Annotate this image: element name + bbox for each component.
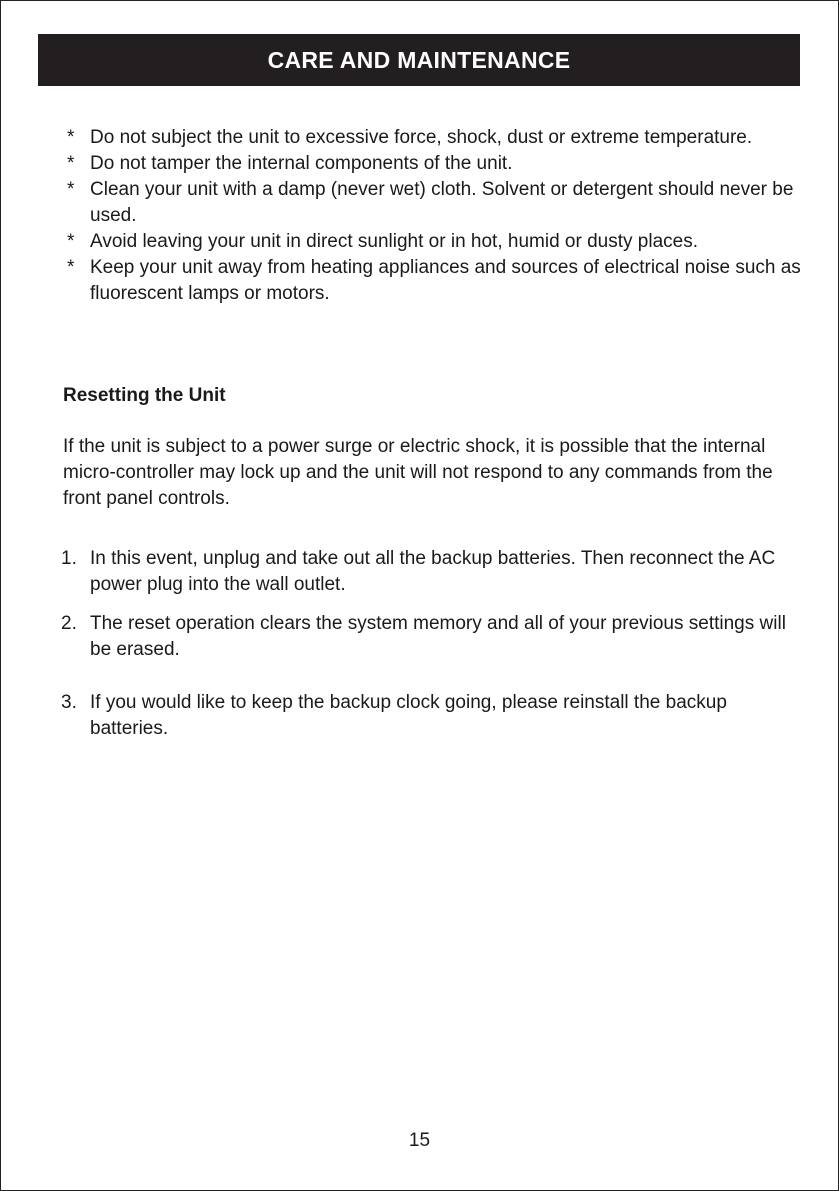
page-number: 15 [408,1130,431,1151]
step-number: 2. [61,613,77,634]
care-list-item [65,151,805,177]
step-text: If you would like to keep the backup clock going, please reinstall the backup batteries. [90,692,727,739]
reset-step-item [61,611,801,663]
reset-step [61,546,801,598]
care-list-item-text: Do not tamper the internal components of the unit. [90,153,513,174]
resetting-heading: Resetting the Unit [63,385,226,406]
reset-step-item [61,546,801,598]
resetting-intro: If the unit is subject to a power surge or electric shock, it is possible that the internal micro-controller may lock up and the unit will not respond to any commands from the front panel controls. [63,436,773,509]
bullet-star: * [67,231,75,252]
care-list-item [65,229,805,255]
bullet-star: * [67,127,75,148]
care-list-item [65,177,805,229]
step-text: The reset operation clears the system memory and all of your previous settings will be erased. [90,613,786,660]
section-header-title: CARE AND MAINTENANCE [267,46,571,73]
reset-step [61,690,801,742]
step-number: 1. [61,548,77,569]
care-list-item [65,255,805,307]
care-list-item [65,125,805,151]
bullet-star: * [67,179,75,200]
section-header [38,34,800,86]
care-list-item-text: Keep your unit away from heating appliances and sources of electrical noise such as fluorescent lamps or motors. [90,257,801,304]
step-text: In this event, unplug and take out all the backup batteries. Then reconnect the AC power plug into the wall outlet. [90,548,776,595]
reset-step [61,611,801,663]
care-list-item-text: Avoid leaving your unit in direct sunlight or in hot, humid or dusty places. [90,231,698,252]
step-number: 3. [61,692,77,713]
reset-step-item [61,690,801,742]
care-list [65,125,805,307]
bullet-star: * [67,257,75,278]
care-list-item-text: Do not subject the unit to excessive force, shock, dust or extreme temperature. [90,127,753,148]
care-list-item-text: Clean your unit with a damp (never wet) cloth. Solvent or detergent should never be used. [90,179,794,226]
bullet-star: * [67,153,75,174]
